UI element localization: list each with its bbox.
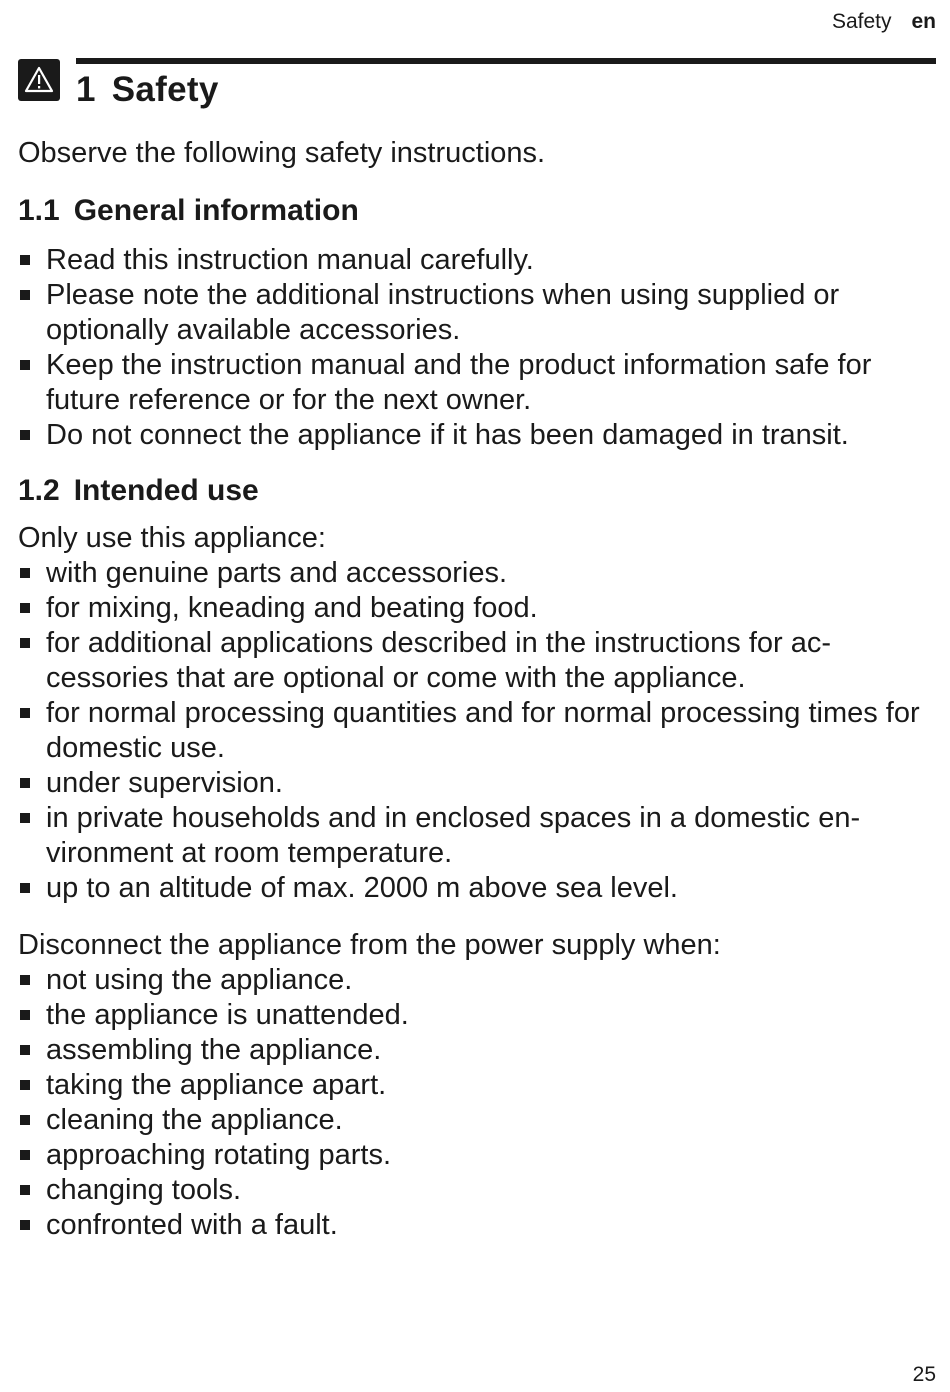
general-info-list — [18, 243, 936, 453]
section-number: 1.1 — [18, 194, 60, 227]
header-language-code: en — [911, 10, 936, 33]
running-header — [832, 10, 936, 34]
list-item: Do not connect the appliance if it has been damaged in transit. — [18, 418, 936, 453]
chapter-number: 1 — [76, 70, 96, 109]
chapter-rule — [76, 58, 936, 64]
list-item: approaching rotating parts. — [18, 1138, 936, 1173]
list-item: Read this instruction manual carefully. — [18, 243, 936, 278]
list-item: cleaning the appliance. — [18, 1103, 936, 1138]
list-item: up to an altitude of max. 2000 m above sea level. — [18, 871, 936, 906]
chapter-title: Safety — [111, 70, 219, 109]
list-item: for additional applications described in the instructions for ac-cessories that are optional or come with the appliance. — [18, 626, 936, 696]
disconnect-list — [18, 963, 936, 1243]
list-item: in private households and in enclosed spaces in a domestic en-vironment at room temperature. — [18, 801, 936, 871]
list-item: under supervision. — [18, 766, 936, 801]
intended-use-list — [18, 556, 936, 906]
section-title: General information — [73, 194, 359, 227]
section-number: 1.2 — [18, 474, 60, 507]
section-title: Intended use — [73, 474, 259, 507]
warning-triangle-icon — [18, 59, 60, 101]
list-item: not using the appliance. — [18, 963, 936, 998]
section-heading-intended-use — [18, 473, 936, 509]
list-item: Please note the additional instructions when using supplied or optionally available accessories. — [18, 278, 936, 348]
header-section-label: Safety — [831, 10, 892, 33]
disconnect-lead: Disconnect the appliance from the power supply when: — [18, 929, 721, 961]
list-item: confronted with a fault. — [18, 1208, 936, 1243]
list-item: for normal processing quantities and for normal processing times for domestic use. — [18, 696, 936, 766]
list-item: the appliance is unattended. — [18, 998, 936, 1033]
list-item: with genuine parts and accessories. — [18, 556, 936, 591]
list-item: for mixing, kneading and beating food. — [18, 591, 936, 626]
section-heading-general — [18, 193, 936, 229]
list-item: Keep the instruction manual and the product information safe for future reference or for the next owner. — [18, 348, 936, 418]
list-item: assembling the appliance. — [18, 1033, 936, 1068]
chapter-heading — [76, 70, 219, 110]
list-item: taking the appliance apart. — [18, 1068, 936, 1103]
intro-text: Observe the following safety instructions. — [18, 137, 546, 169]
page-number: 25 — [912, 1363, 936, 1386]
intended-use-lead: Only use this appliance: — [18, 522, 326, 554]
list-item: changing tools. — [18, 1173, 936, 1208]
page-content — [18, 136, 936, 1243]
